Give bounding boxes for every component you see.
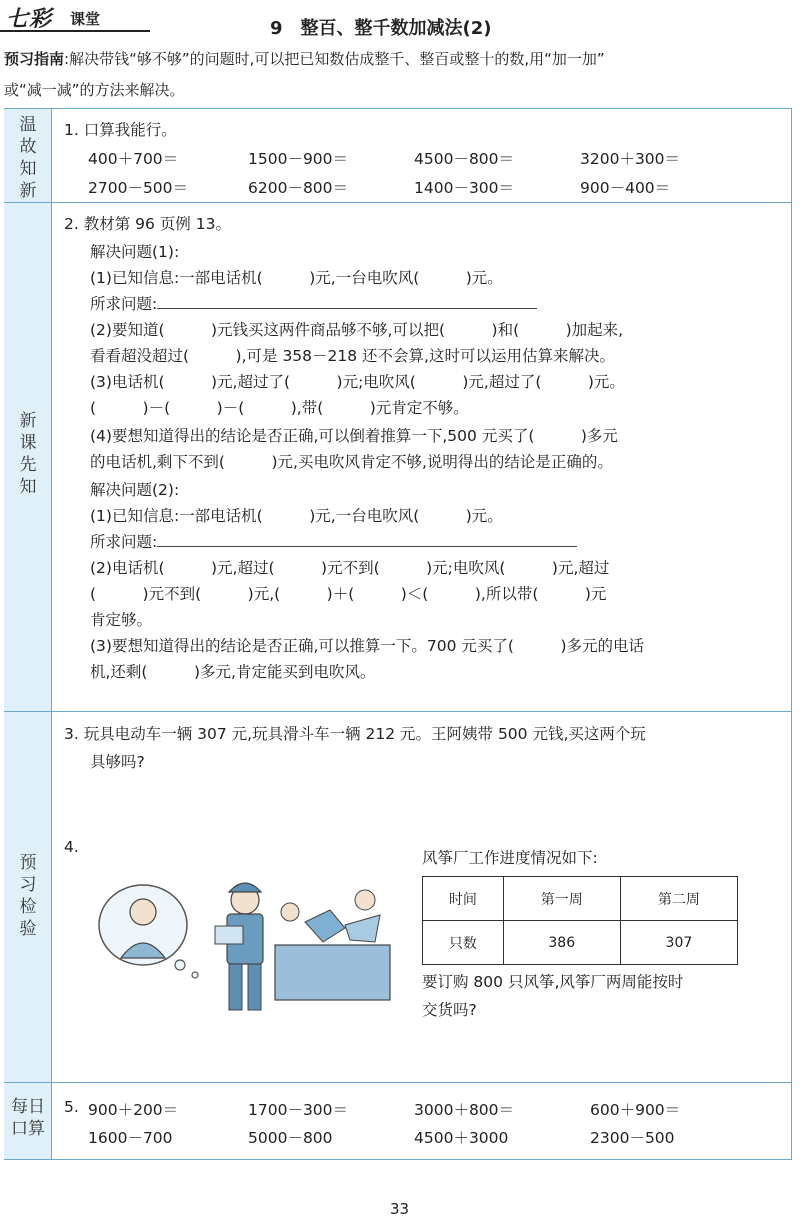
kite-factory-illustration [95,870,405,1020]
q1-item: 1500－900＝ [248,150,349,168]
guide-line2: 或“减一减”的方法来解决。 [4,81,185,99]
q5-item: 3000＋800＝ [414,1101,515,1119]
q2-line: (2)要知道( )元钱买这两件商品够不够,可以把( )和( )加起来, [90,321,624,339]
q1-item: 900－400＝ [580,179,671,197]
section-divider [4,1082,792,1083]
q2-part2-title: 解决问题(2): [90,481,180,499]
sidebar-label-warmup: 温故知新 [19,115,37,201]
progress-table [422,876,738,965]
q2-line: 机,还剩( )多元,肯定能买到电吹风。 [90,663,376,681]
q2-part1-title: 解决问题(1): [90,243,180,261]
guide-line1: :解决带钱“够不够”的问题时,可以把已知数估成整千、整百或整十的数,用“加一加” [64,50,605,68]
q3-text: 3. 玩具电动车一辆 307 元,玩具滑斗车一辆 212 元。王阿姨带 500 元钱,买这两个玩 [64,725,646,743]
table-header-cell: 第一周 [503,877,620,921]
section-divider [4,202,792,203]
q1-item: 4500－800＝ [414,150,515,168]
q5-item: 600＋900＝ [590,1101,681,1119]
table-cell: 307 [620,921,737,965]
table-header-row [423,877,738,921]
brand-logo: 七彩 [6,6,53,32]
guide-label: 预习指南 [4,50,65,68]
table-header-cell: 第二周 [620,877,737,921]
q2-line: (4)要想知道得出的结论是否正确,可以倒着推算一下,500 元买了( )多元 [90,427,618,445]
table-row [423,921,738,965]
q5-item: 2300－500 [590,1129,675,1147]
brand-logo-sub: 课堂 [70,10,101,28]
q2-line: ( )元不到( )元,( )＋( )＜( ),所以带( )元 [90,585,607,603]
q2-line: 看看超没超过( ),可是 358－218 还不会算,这时可以运用估算来解决。 [90,347,615,365]
workbench-icon [275,945,390,1000]
sidebar-label-daily: 每日口算 [11,1097,45,1139]
q2-question-line: 所求问题: [90,292,537,314]
q2-line: (3)要想知道得出的结论是否正确,可以推算一下。700 元买了( )多元的电话 [90,637,644,655]
q2-line: (1)已知信息:一部电话机( )元,一台电吹风( )元。 [90,507,503,525]
kite-icon [345,915,380,942]
q1-title: 1. 口算我能行。 [64,121,177,139]
clipboard-icon [215,926,243,944]
page-title: 9 整百、整千数加减法(2) [270,18,492,39]
q2-line: (3)电话机( )元,超过了( )元;电吹风( )元,超过了( )元。 [90,373,625,391]
table-cell: 只数 [423,921,504,965]
sidebar-label-newlesson: 新课先知 [19,411,37,497]
q3-text: 具够吗? [90,753,145,771]
sidebar-label-preview: 预习检验 [19,853,37,939]
q2-line: ( )－( )－( ),带( )元肯定不够。 [90,399,469,417]
table-header-cell: 时间 [423,877,504,921]
q5-item: 900＋200＝ [88,1101,179,1119]
q2-line: (2)电话机( )元,超过( )元不到( )元;电吹风( )元,超过 [90,559,610,577]
q5-item: 5000－800 [248,1129,333,1147]
q1-item: 2700－500＝ [88,179,189,197]
q4-number: 4. [64,838,79,856]
worker-head-icon [281,903,299,921]
preview-guide [4,44,798,106]
section-divider [4,711,792,712]
table-cell: 386 [503,921,620,965]
q4-question: 要订购 800 只风筝,风筝厂两周能按时 [422,973,684,991]
page-number: 33 [390,1200,410,1218]
q5-item: 1600－700 [88,1129,173,1147]
q2-question-line: 所求问题: [90,530,577,552]
header-divider [0,30,150,32]
q2-line: 的电话机,剩下不到( )元,买电吹风肯定不够,说明得出的结论是正确的。 [90,453,613,471]
q4-question: 交货吗? [422,1001,477,1019]
q2-title: 2. 教材第 96 页例 13。 [64,215,231,233]
q1-item: 3200＋300＝ [580,150,681,168]
q2-line: 肯定够。 [90,611,153,629]
q1-item: 1400－300＝ [414,179,515,197]
q4-caption: 风筝厂工作进度情况如下: [422,849,598,867]
kite-icon [305,910,345,942]
q5-number: 5. [64,1098,79,1116]
answer-line[interactable] [157,292,537,309]
q5-item: 4500＋3000 [414,1129,509,1147]
q2-line: (1)已知信息:一部电话机( )元,一台电吹风( )元。 [90,269,503,287]
q1-item: 6200－800＝ [248,179,349,197]
person-head-icon [130,899,156,925]
worker-head-icon [355,890,375,910]
answer-line[interactable] [157,530,577,547]
q5-item: 1700－300＝ [248,1101,349,1119]
q1-item: 400＋700＝ [88,150,179,168]
